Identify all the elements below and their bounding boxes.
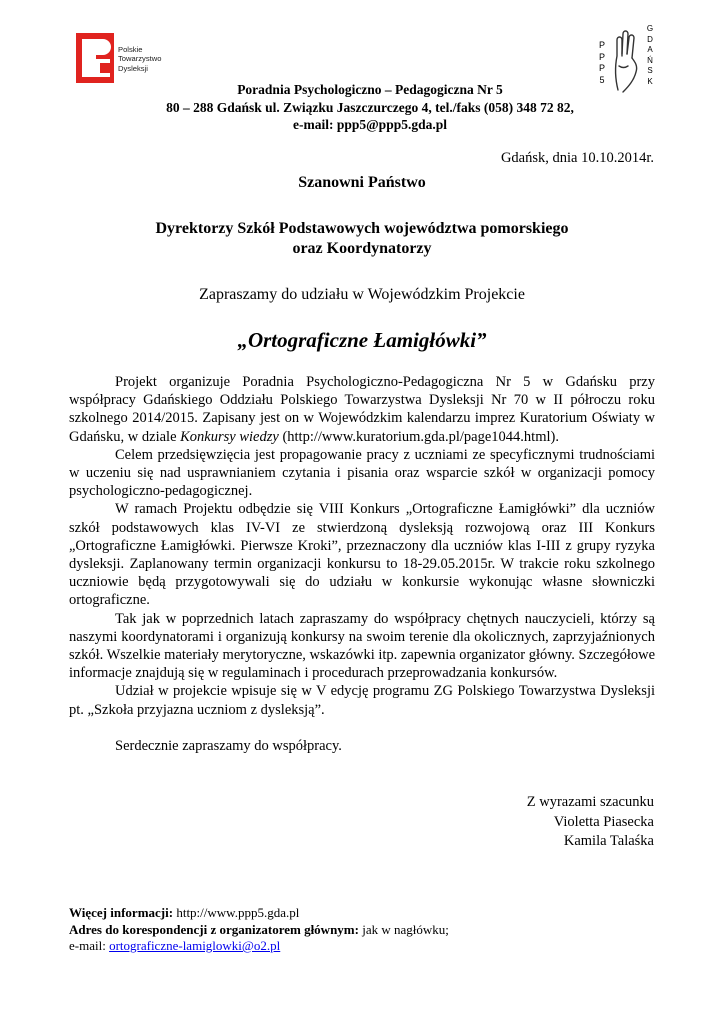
- gdansk-letters: [644, 24, 656, 88]
- project-title: „Ortograficzne Łamigłówki”: [237, 328, 487, 352]
- paragraph: [69, 373, 655, 446]
- ppp5-letter: P: [598, 63, 605, 73]
- letterhead-email: e-mail: ppp5@ppp5.gda.pl: [293, 117, 447, 132]
- paragraph: Udział w projekcie wpisuje się w V edycję programu ZG Polskiego Towarzystwa Dysleksji pt. „Szkoła przyjazna uczniom z dysleksją”.: [69, 683, 655, 718]
- addressees-line: oraz Koordynatorzy: [292, 240, 432, 257]
- invitation: Zapraszamy do udziału w Wojewódzkim Projekcie: [199, 286, 525, 303]
- paragraph-text: (http://www.kuratorium.gda.pl/page1044.html).: [278, 428, 559, 445]
- signature-closing: Z wyrazami szacunku: [526, 794, 654, 810]
- gdansk-letter: A: [647, 45, 653, 55]
- paragraph-text: Projekt organizuje Poradnia Psychologiczno-Pedagogiczna Nr 5 w Gdańsku przy współpracy Gdańskiego Oddziału Polskiego Towarzystwa Dysleksji Nr 70 w II półroczu roku szkolnego 2014/2015. Zapisany jest on w Wojewódzkim kalendarzu imprez Kuratorium Oświaty w Gdańsku, w dziale: [69, 374, 655, 445]
- footer: [69, 905, 449, 955]
- ptd-logo: [76, 33, 176, 85]
- signature-name: Kamila Talaśka: [563, 833, 654, 849]
- ptd-logo-mark: [76, 33, 114, 83]
- ppp5-letter: P: [598, 40, 605, 50]
- letterhead-address: 80 – 288 Gdańsk ul. Związku Jaszczurczego 4, tel./faks (058) 348 72 82,: [166, 100, 574, 115]
- footer-value: jak w nagłówku;: [358, 921, 449, 937]
- ptd-logo-line: Dysleksji: [118, 63, 148, 73]
- letterhead-name: Poradnia Psychologiczno – Pedagogiczna Nr 5: [237, 82, 503, 97]
- email-link[interactable]: ortograficzne-lamiglowki@o2.pl: [109, 938, 281, 953]
- ptd-logo-line: Towarzystwo: [118, 54, 162, 64]
- footer-label: Więcej informacji:: [69, 905, 174, 920]
- paragraph: Tak jak w poprzednich latach zapraszamy do współpracy chętnych nauczycieli, którzy są naszymi koordynatorami i organizują konkursy na swoim terenie dla okolicznych, zaprzyjaźnionych szkół. Wszelkie materiały merytoryczne, wskazówki itp. zapewnia organizator główny. Szczegółowe informacje znajdują się w regulaminach i procedurach przeprowadzania konkursów.: [69, 610, 655, 682]
- footer-more-info: [69, 905, 449, 922]
- footer-address: [69, 922, 449, 939]
- ppp5-letter: 5: [599, 74, 605, 85]
- gdansk-letter: K: [647, 76, 653, 86]
- gdansk-letter: G: [646, 24, 654, 33]
- paragraph: W ramach Projektu odbędzie się VIII Konkurs „Ortograficzne Łamigłówki” dla uczniów szkół podstawowych klas IV-VI ze stwierdzoną dysleksją rozwojową oraz III Konkurs „Ortograficzne Łamigłówki. Pierwsze Kroki”, przeznaczony dla uczniów klas I-III z grupy ryzyka dysleksji. Zaplanowany termin organizacji konkursu to 18-29.05.2015r. W trakcie roku szkolnego uczniowie będą przygotowywali się do udziału w konkursie wykonując własne słowniczki ortograficzne.: [69, 501, 655, 609]
- letter-date: Gdańsk, dnia 10.10.2014r.: [500, 150, 654, 166]
- paragraph-italic-text: Konkursy wiedzy: [180, 428, 279, 445]
- footer-email: [69, 938, 449, 955]
- greeting: Szanowni Państwo: [298, 174, 426, 191]
- addressees-line: Dyrektorzy Szkół Podstawowych województwa pomorskiego: [155, 220, 569, 237]
- footer-label: Adres do korespondencji z organizatorem głównym:: [69, 921, 359, 937]
- addressees: [60, 219, 664, 259]
- gdansk-letter: D: [647, 34, 653, 44]
- ppp5-letters: [596, 40, 608, 86]
- letter-body: [69, 373, 655, 755]
- signature-name: Violetta Piasecka: [553, 813, 654, 830]
- paragraph-closing: Serdecznie zapraszamy do współpracy.: [115, 737, 342, 754]
- ppp5-letter: P: [598, 51, 605, 62]
- signature-block: [527, 793, 654, 852]
- paragraph: Celem przedsięwzięcia jest propagowanie pracy z uczniami ze specyficznymi trudnościami w uczeniu się nad usprawnianiem czytania i pisania oraz wsparcie szkół w organizacji pomocy psychologiczno-pedagogicznej.: [69, 446, 655, 500]
- ptd-logo-line: Polskie: [118, 45, 143, 54]
- gdansk-letter: S: [647, 66, 653, 76]
- ptd-logo-text: [118, 45, 161, 73]
- footer-label: e-mail:: [69, 938, 110, 953]
- gdansk-letter: Ń: [647, 55, 653, 65]
- footer-value: http://www.ppp5.gda.pl: [173, 905, 300, 920]
